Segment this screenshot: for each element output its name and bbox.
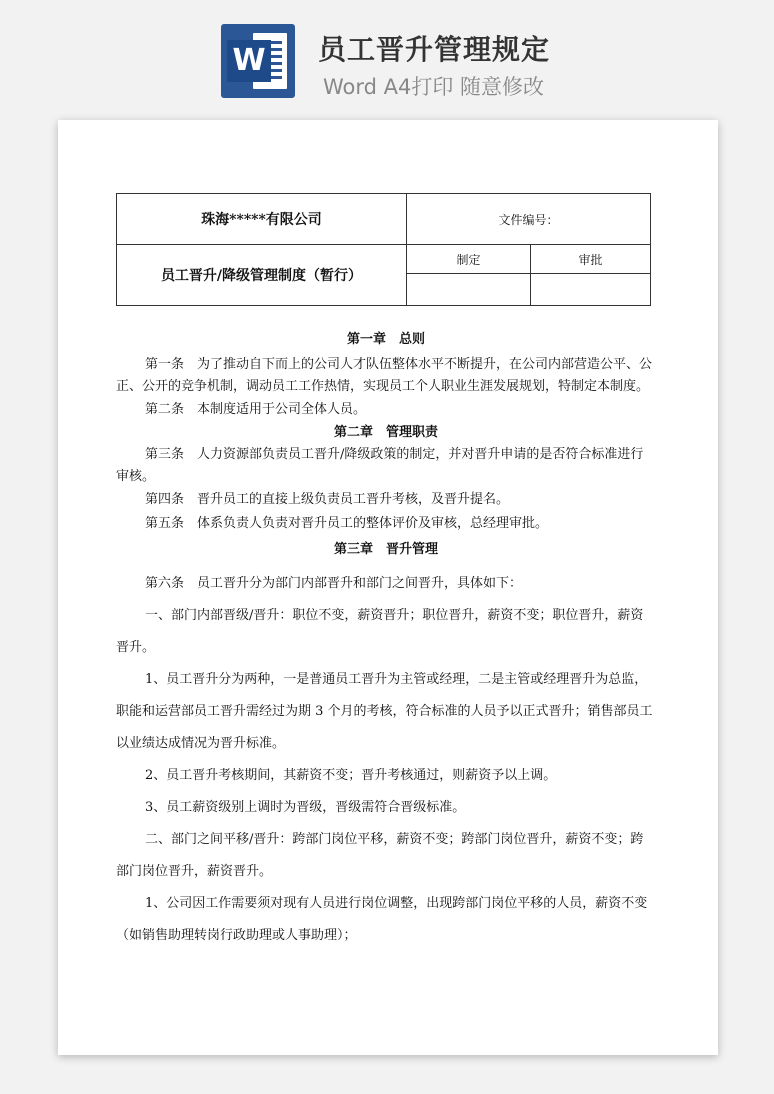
article-paragraph: 第四条 晋升员工的直接上级负责员工晋升考核，及晋升提名。 <box>145 492 510 507</box>
document-header-table <box>116 193 651 306</box>
policy-name-cell: 员工晋升/降级管理制度（暂行） <box>117 245 407 306</box>
article-paragraph: 第三条 人力资源部负责员工晋升/降级政策的制定，并对晋升申请的是否符合标准进行审核。 <box>116 447 644 484</box>
chapter-heading: 第二章 管理职责 <box>333 425 438 440</box>
article-paragraph: 2、员工晋升考核期间，其薪资不变；晋升考核通过，则薪资予以上调。 <box>145 768 557 783</box>
word-icon <box>221 24 295 98</box>
article-paragraph: 第五条 体系负责人负责对晋升员工的整体评价及审核，总经理审批。 <box>145 516 549 531</box>
article-paragraph: 一、部门内部晋级/晋升：职位不变，薪资晋升；职位晋升，薪资不变；职位晋升，薪资晋升。 <box>116 608 644 655</box>
formulate-value-cell <box>407 274 531 306</box>
page-title: 员工晋升管理规定 <box>318 33 551 66</box>
approve-header-cell: 审批 <box>531 245 651 274</box>
word-letter: W <box>227 40 271 82</box>
article-paragraph: 1、员工晋升分为两种，一是普通员工晋升为主管或经理，二是主管或经理晋升为总监，职能和运营部员工晋升需经过为期 3 个月的考核，符合标准的人员予以正式晋升；销售部员工以业绩达成情况为晋升标准。 <box>116 672 653 751</box>
approve-value-cell <box>531 274 651 306</box>
article-paragraph: 二、部门之间平移/晋升：跨部门岗位平移，薪资不变；跨部门岗位晋升，薪资不变；跨部门岗位晋升，薪资晋升。 <box>116 832 644 879</box>
page-header <box>0 0 774 120</box>
document-body <box>116 326 656 952</box>
article-paragraph: 第二条 本制度适用于公司全体人员。 <box>145 402 367 417</box>
company-name-cell: 珠海*****有限公司 <box>117 194 407 245</box>
formulate-header-cell: 制定 <box>407 245 531 274</box>
article-paragraph: 1、公司因工作需要须对现有人员进行岗位调整，出现跨部门岗位平移的人员，薪资不变（如销售助理转岗行政助理或人事助理）； <box>116 896 648 943</box>
article-paragraph: 第一条 为了推动自下而上的公司人才队伍整体水平不断提升，在公司内部营造公平、公正、公开的竞争机制，调动员工工作热情，实现员工个人职业生涯发展规划，特制定本制度。 <box>116 357 653 394</box>
chapter-heading: 第三章 晋升管理 <box>333 542 438 557</box>
article-paragraph: 第六条 员工晋升分为部门内部晋升和部门之间晋升，具体如下： <box>145 576 523 591</box>
chapter-heading: 第一章 总则 <box>346 332 425 347</box>
article-paragraph: 3、员工薪资级别上调时为晋级，晋级需符合晋级标准。 <box>145 800 466 815</box>
doc-number-cell: 文件编号： <box>407 194 651 245</box>
page-subtitle: Word A4打印 随意修改 <box>323 75 545 99</box>
document-page <box>58 120 718 1055</box>
